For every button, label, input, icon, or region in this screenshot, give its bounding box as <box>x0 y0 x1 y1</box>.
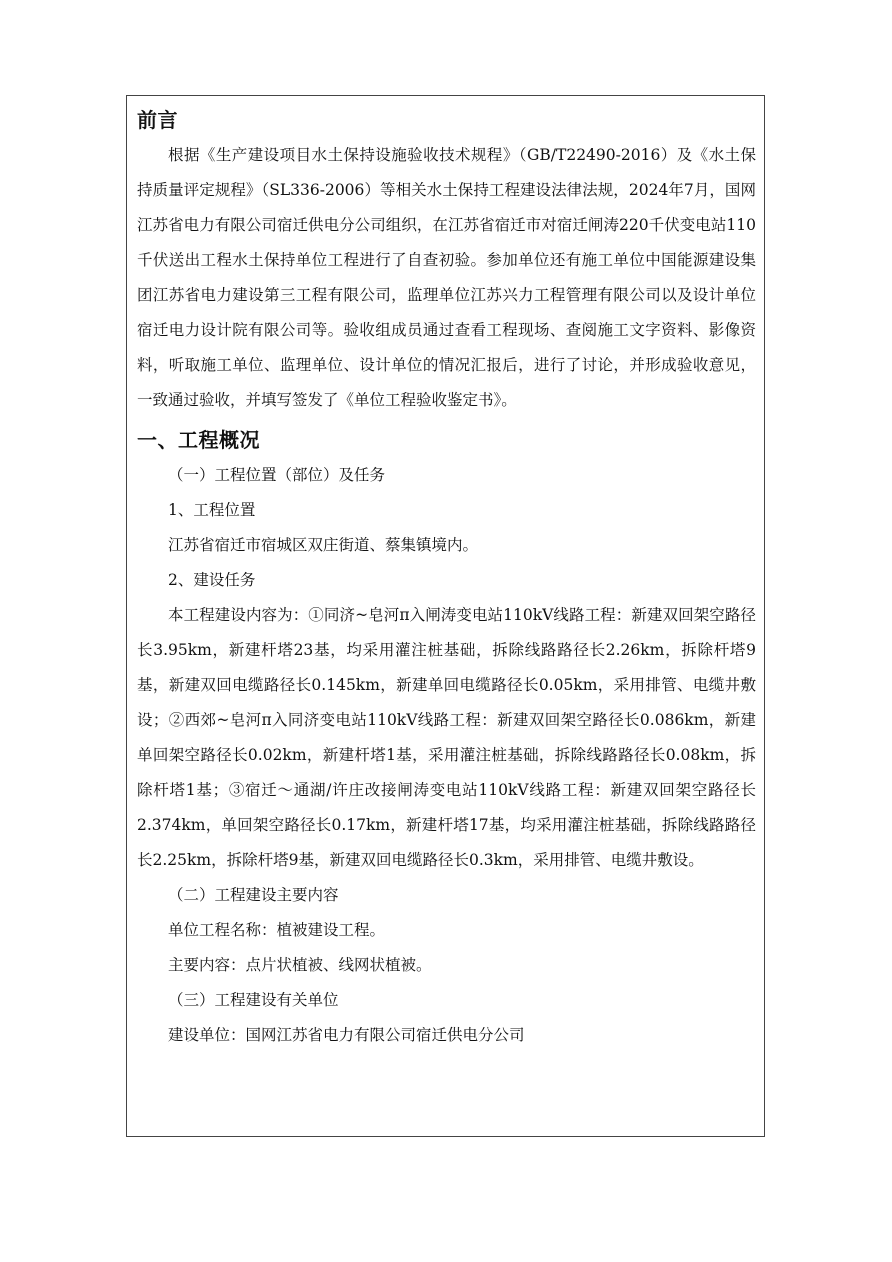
construction-unit: 建设单位：国网江苏省电力有限公司宿迁供电分公司 <box>168 1026 525 1044</box>
foreword-paragraph: 根据《生产建设项目水土保持设施验收技术规程》（GB/T22490-2016）及《水土保持质量评定规程》（SL336-2006）等相关水土保持工程建设法律法规，2024年7月，国网江苏省电力有限公司宿迁供电分公司组织，在江苏省宿迁市对宿迁闸涛220千伏变电站110千伏送出工程水土保持单位工程进行了自查初验。参加单位还有施工单位中国能源建设集团江苏省电力建设第三工程有限公司，监理单位江苏兴力工程管理有限公司以及设计单位宿迁电力设计院有限公司等。验收组成员通过查看工程现场、查阅施工文字资料、影像资料，听取施工单位、监理单位、设计单位的情况汇报后，进行了讨论，并形成验收意见，一致通过验收，并填写签发了《单位工程验收鉴定书》。 <box>137 146 756 409</box>
subsection-2-title: （二）工程建设主要内容 <box>168 886 339 904</box>
main-content: 主要内容：点片状植被、线网状植被。 <box>168 956 432 974</box>
foreword-heading: 前言 <box>137 108 178 132</box>
subsection-3-title: （三）工程建设有关单位 <box>168 991 339 1009</box>
item-1-text: 江苏省宿迁市宿城区双庄街道、蔡集镇境内。 <box>168 536 479 554</box>
subsection-1-title: （一）工程位置（部位）及任务 <box>168 466 386 484</box>
item-2-text: 本工程建设内容为：①同济~皂河π入闸涛变电站110kV线路工程：新建双回架空路径长3.95km，新建杆塔23基，均采用灌注桩基础，拆除线路路径长2.26km，拆除杆塔9基，新建双回电缆路径长0.145km，新建单回电缆路径长0.05km，采用排管、电缆井敷设；②西郊~皂河π入同济变电站110kV线路工程：新建双回架空路径长0.086km，新建单回架空路径长0.02km，新建杆塔1基，采用灌注桩基础，拆除线路路径长0.08km，拆除杆塔1基；③宿迁～通湖/许庄改接闸涛变电站110kV线路工程：新建双回架空路径长2.374km，单回架空路径长0.17km，新建杆塔17基，均采用灌注桩基础，拆除线路路径长2.25km，拆除杆塔9基，新建双回电缆路径长0.3km，采用排管、电缆井敷设。 <box>137 606 756 869</box>
item-1-title: 1、工程位置 <box>168 501 256 519</box>
item-2-title: 2、建设任务 <box>168 571 256 589</box>
section-1-heading: 一、工程概况 <box>137 428 260 452</box>
document-frame <box>126 95 765 1137</box>
unit-project-name: 单位工程名称：植被建设工程。 <box>168 921 386 939</box>
